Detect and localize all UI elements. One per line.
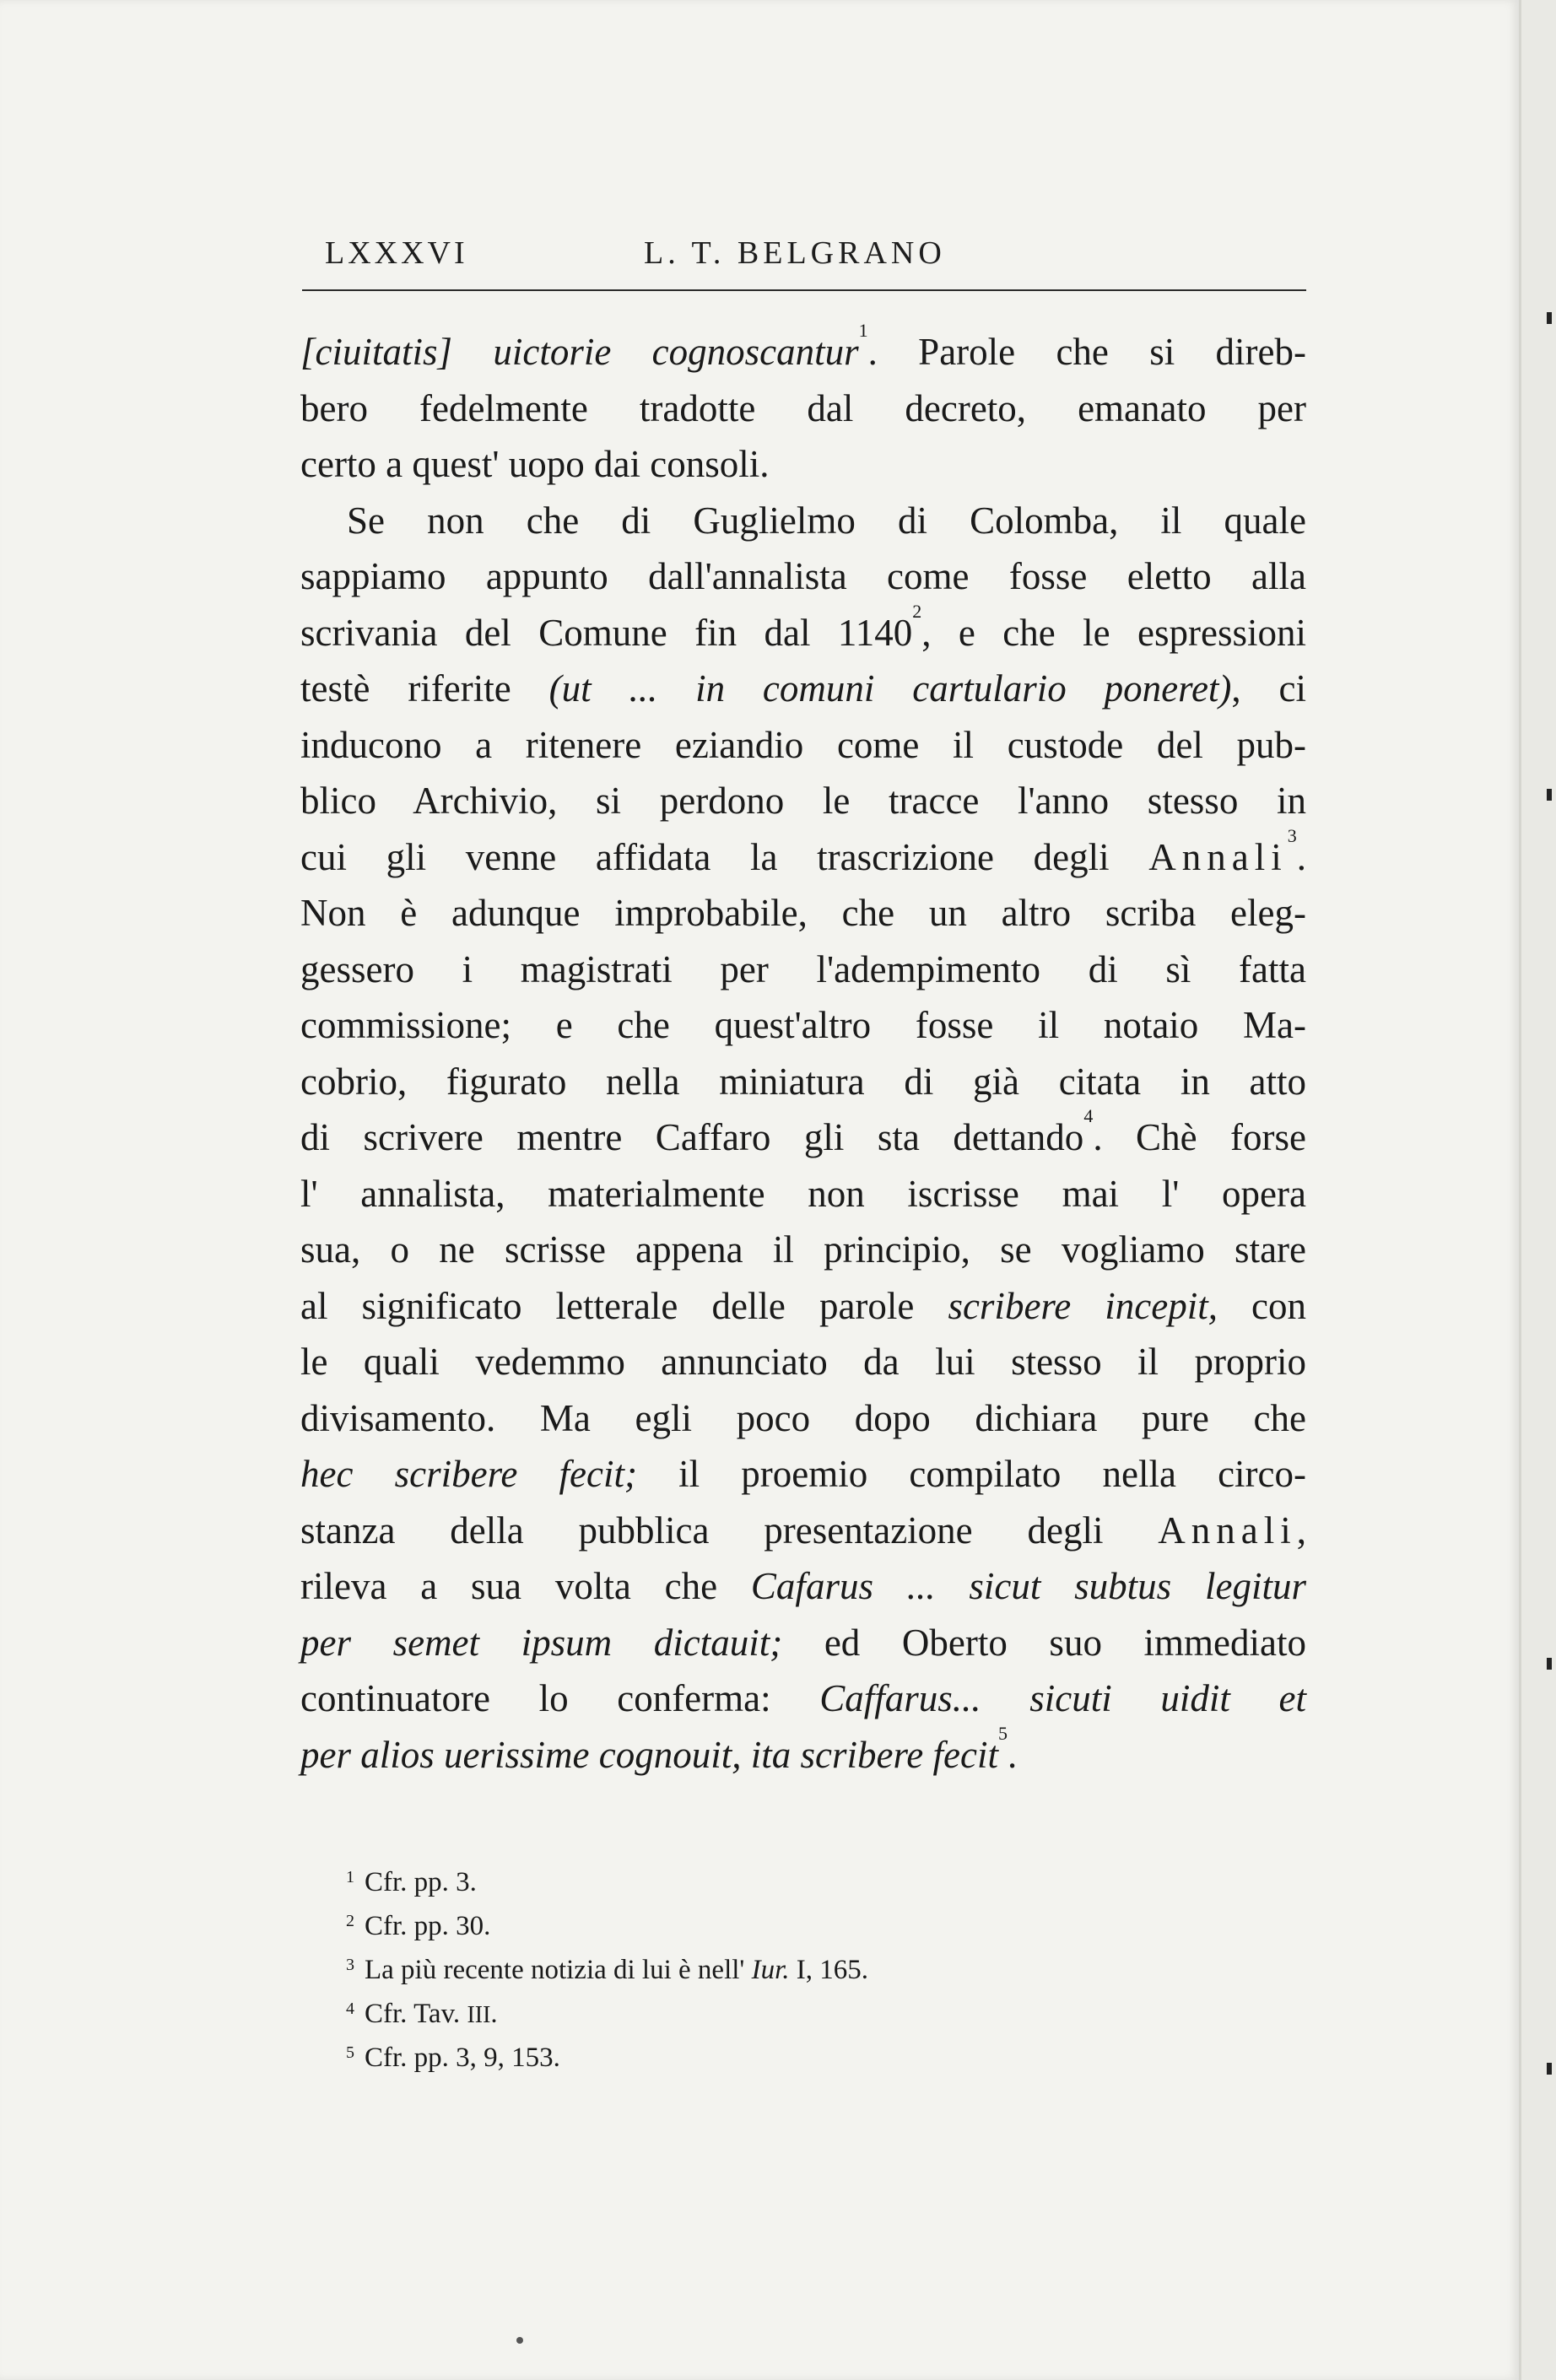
text-run: rileva a sua volta che (300, 1565, 751, 1607)
footnote-number: 2 (346, 1912, 354, 1930)
body-text (300, 320, 1307, 1783)
text-run: III (467, 2002, 491, 2028)
text-line (300, 885, 1306, 942)
page-edge (1519, 0, 1556, 2380)
edge-mark (1547, 2063, 1552, 2075)
text-line (300, 1390, 1306, 1447)
text-line (300, 1278, 1306, 1335)
footnote-number: 1 (346, 1868, 354, 1886)
italic-text: hec scribere fecit; (300, 1453, 637, 1495)
text-run: stanza della pubblica presentazione degli (300, 1508, 1159, 1552)
text-line (300, 380, 1306, 437)
footnote-ref: 2 (912, 600, 922, 622)
text-run: Cfr. Tav. (365, 1999, 467, 2029)
text-run: sua, o ne scrisse appena il principio, se vogliamo stare (300, 1228, 1306, 1271)
running-header (325, 229, 1305, 272)
footnote (346, 1994, 1105, 2037)
text-line (300, 824, 1306, 886)
text-run: certo a quest' uopo dai consoli. (300, 443, 770, 485)
footnote-ref: 5 (997, 1722, 1008, 1744)
text-run: blico Archivio, si perdono le tracce l'anno stesso in (300, 780, 1306, 822)
text-run: al significato letterale delle parole (300, 1284, 948, 1327)
italic-text: [ciuitatis] uictorie cognoscantur (300, 331, 859, 373)
italic-text: scribere incepit, (948, 1284, 1218, 1327)
text-run: , (1296, 1508, 1306, 1552)
text-run: Cfr. pp. 3, 9, 153. (365, 2043, 560, 2073)
footnote-ref: 4 (1083, 1105, 1094, 1126)
text-run: La più recente notizia di lui è nell' (365, 1955, 752, 1985)
text-run: di scrivere mentre Caffaro gli sta dettando (300, 1116, 1084, 1158)
header-rule (302, 289, 1306, 291)
text-run: le quali vedemmo annunciato da lui stesso il proprio (300, 1341, 1306, 1383)
text-run: con (1217, 1284, 1307, 1327)
text-run: commissione; e che quest'altro fosse il notaio Ma- (300, 1004, 1306, 1046)
text-line (300, 1615, 1306, 1671)
italic-text: per alios uerissime cognouit, ita scribere fecit (300, 1733, 998, 1776)
text-line (300, 436, 1306, 493)
text-line (300, 1054, 1306, 1110)
text-line (300, 1503, 1306, 1559)
text-line (300, 1558, 1306, 1615)
text-run: Annali (1158, 1508, 1297, 1552)
text-line (300, 1334, 1306, 1390)
text-run: continuatore lo conferma: (300, 1677, 820, 1719)
text-run: Annali (1148, 835, 1288, 878)
text-run: . Parole che si direb- (867, 331, 1306, 373)
text-run: . (490, 1999, 498, 2029)
text-run: l' annalista, materialmente non iscrisse mai l' opera (300, 1172, 1306, 1215)
text-run: gessero i magistrati per l'adempimento di sì fatta (300, 947, 1306, 990)
running-title: L. T. BELGRANO (644, 235, 946, 271)
text-run: , ci (1231, 667, 1307, 710)
text-run: bero fedelmente tradotte dal decreto, emanato per (300, 386, 1306, 429)
page-speck (516, 2337, 523, 2344)
footnote (346, 1862, 1105, 1906)
footnotes (346, 1862, 1105, 2081)
text-run: inducono a ritenere eziandio come il custode del pub- (300, 723, 1306, 766)
text-run: . (1296, 835, 1306, 878)
text-run: il proemio compilato nella circo- (636, 1453, 1306, 1495)
edge-mark (1547, 789, 1552, 801)
text-run: scrivania del Comune fin dal 1140 (300, 611, 913, 654)
text-run: sappiamo appunto dall'annalista come fosse eletto alla (300, 555, 1306, 597)
text-line (300, 1222, 1306, 1278)
edge-mark (1547, 312, 1552, 324)
text-line (300, 493, 1306, 549)
text-run: . Chè forse (1093, 1116, 1306, 1158)
footnote-ref: 1 (858, 320, 868, 341)
text-line (300, 773, 1306, 829)
footnote-ref: 3 (1287, 824, 1297, 846)
text-line (300, 320, 1306, 380)
footnote (346, 2037, 1105, 2081)
text-run: Non è adunque improbabile, che un altro scriba eleg- (300, 892, 1306, 934)
footnote (346, 1906, 1105, 1950)
text-line (300, 717, 1306, 774)
page-folio: LXXXVI (325, 235, 468, 271)
text-run: Cfr. pp. 3. (365, 1867, 477, 1897)
text-line (300, 1670, 1306, 1727)
text-run: . (1007, 1733, 1018, 1776)
italic-text: Cafarus ... sicut subtus legitur (750, 1565, 1306, 1607)
footnote-number: 4 (346, 2000, 354, 2018)
text-line (300, 1722, 1306, 1784)
text-run: ed Oberto suo immediato (782, 1621, 1306, 1664)
text-line (300, 1446, 1306, 1503)
text-line (300, 942, 1306, 998)
edge-mark (1547, 1658, 1552, 1670)
text-run: cui gli venne affidata la trascrizione degli (300, 835, 1149, 878)
text-run: , e che le espressioni (921, 611, 1306, 654)
text-run: testè riferite (300, 667, 549, 710)
footnote-number: 5 (346, 2043, 354, 2062)
text-run: I, 165. (789, 1955, 869, 1985)
text-line (300, 997, 1306, 1054)
italic-text: per semet ipsum dictauit; (300, 1621, 783, 1664)
italic-text: Caffarus... sicuti uidit et (819, 1677, 1306, 1719)
italic-text: Iur. (751, 1955, 790, 1985)
text-line (300, 600, 1306, 661)
text-line (300, 548, 1306, 605)
text-run: Se non che di Guglielmo di Colomba, il quale (347, 499, 1306, 542)
footnote (346, 1950, 1105, 1994)
text-run: cobrio, figurato nella miniatura di già citata in atto (300, 1060, 1306, 1103)
text-line (300, 661, 1306, 717)
italic-text: (ut ... in comuni cartulario poneret) (548, 667, 1232, 710)
text-line (300, 1105, 1306, 1166)
text-line (300, 1166, 1306, 1222)
text-run: divisamento. Ma egli poco dopo dichiara pure che (300, 1396, 1306, 1439)
text-run: Cfr. pp. 30. (365, 1911, 491, 1941)
footnote-number: 3 (346, 1956, 354, 1974)
